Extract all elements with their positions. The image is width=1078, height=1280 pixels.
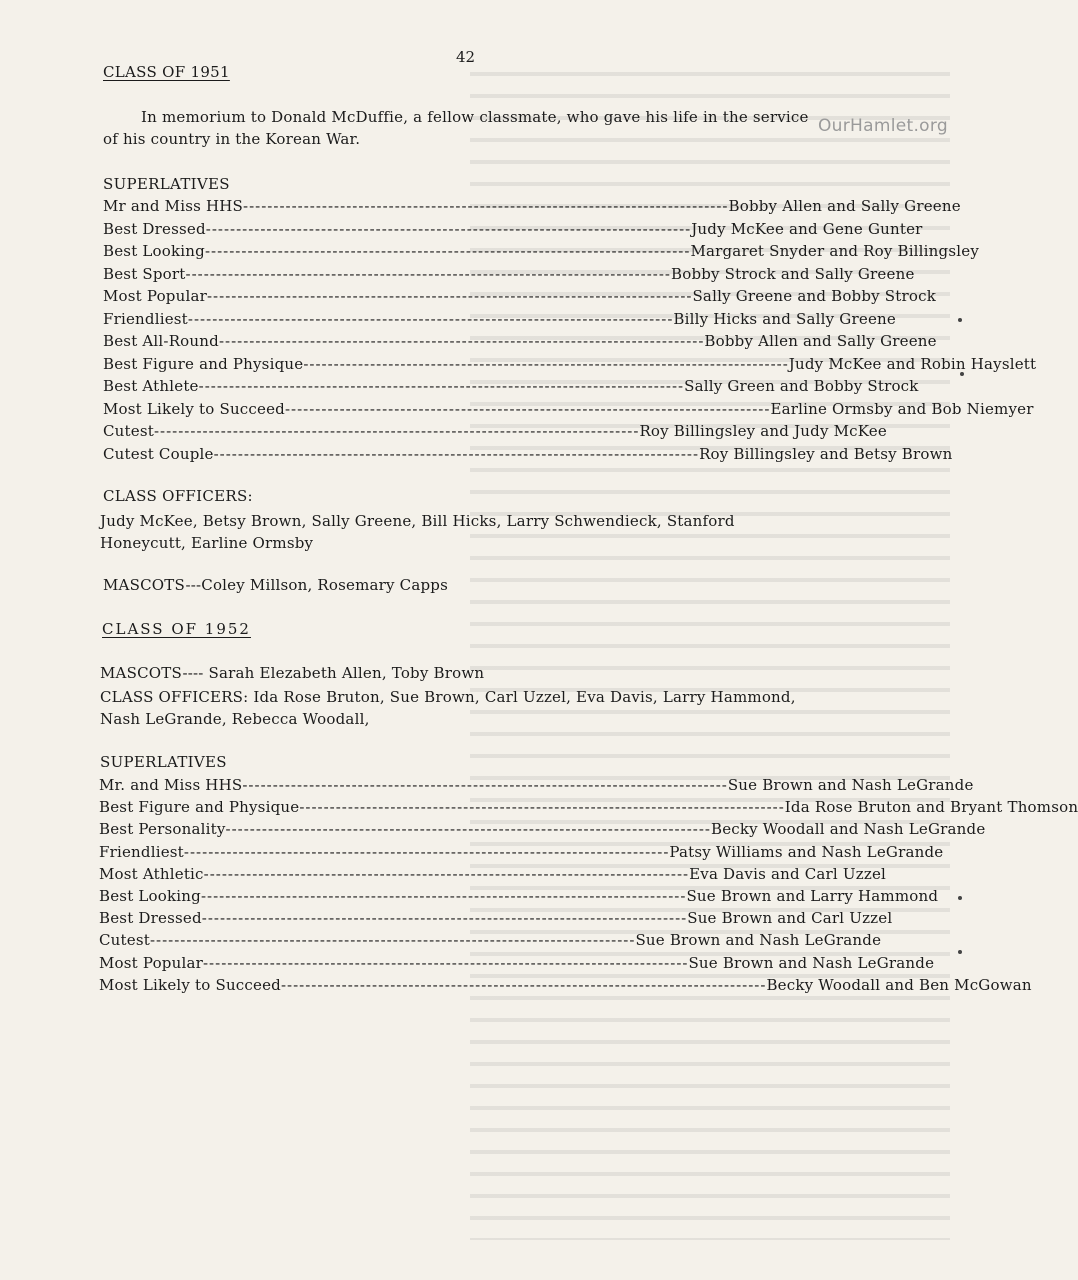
superlative-row-1952 — [99, 975, 1032, 996]
dash-leader: -------------------------------------------------------------------------------- — [218, 332, 705, 350]
superlative-row-1951 — [103, 354, 1037, 375]
dash-leader: -------------------------------------------------------------------------------- — [205, 219, 692, 238]
superlative-title: Most Likely to Succeed — [103, 399, 285, 418]
dash-leader: -------------------------------------------------------------------------------- — [213, 444, 700, 463]
superlative-names: Roy Billingsley and Judy McKee — [639, 422, 887, 440]
superlative-names: Sue Brown and Larry Hammond — [686, 887, 939, 905]
dash-leader: -------------------------------------------------------------------------------- — [202, 953, 689, 972]
superlative-names: Sue Brown and Carl Uzzel — [687, 909, 893, 928]
superlative-names: Bobby Strock and Sally Greene — [670, 264, 915, 283]
superlatives-1951-heading: SUPERLATIVES — [103, 175, 230, 193]
superlative-row-1952 — [99, 842, 944, 863]
superlative-names: Eva Davis and Carl Uzzel — [689, 864, 887, 883]
officers-1952-line-1: CLASS OFFICERS: Ida Rose Bruton, Sue Brown, Carl Uzzel, Eva Davis, Larry Hammond, — [100, 688, 796, 706]
officers-1952-line-2: Nash LeGrande, Rebecca Woodall, — [100, 710, 370, 728]
superlative-title: Friendliest — [99, 842, 184, 861]
superlative-names: Ida Rose Bruton and Bryant Thomson — [784, 798, 1078, 817]
superlative-row-1951 — [103, 219, 923, 240]
superlative-title: Friendliest — [103, 309, 188, 328]
superlative-names: Margaret Snyder and Roy Billingsley — [690, 242, 979, 260]
class-1952-heading: CLASS OF 1952 — [102, 620, 251, 638]
superlative-row-1952 — [99, 931, 882, 951]
superlative-names: Roy Billingsley and Betsy Brown — [699, 444, 953, 463]
superlative-names: Becky Woodall and Ben McGowan — [766, 975, 1032, 994]
officers-1951-line-1: Judy McKee, Betsy Brown, Sally Greene, Bill Hicks, Larry Schwendieck, Stanford — [100, 512, 735, 530]
dash-leader: -------------------------------------------------------------------------------- — [206, 287, 693, 305]
superlative-row-1951 — [103, 422, 887, 442]
superlative-row-1952 — [99, 953, 935, 974]
scan-speck — [960, 372, 964, 376]
superlative-row-1951 — [103, 197, 961, 217]
superlative-title: Most Likely to Succeed — [99, 975, 281, 994]
dash-leader: -------------------------------------------------------------------------------- — [299, 798, 785, 817]
class-officers-1951-heading: CLASS OFFICERS: — [103, 487, 253, 505]
superlative-title: Best Personality — [99, 820, 226, 839]
dash-leader: -------------------------------------------------------------------------------- — [187, 309, 674, 328]
dash-leader: -------------------------------------------------------------------------------- — [203, 864, 690, 883]
dash-leader: -------------------------------------------------------------------------------- — [200, 887, 687, 905]
superlative-row-1952 — [99, 776, 974, 796]
superlative-names: Sue Brown and Nash LeGrande — [727, 776, 974, 794]
superlatives-1952-heading: SUPERLATIVES — [100, 753, 227, 771]
superlative-names: Bobby Allen and Sally Greene — [728, 197, 961, 215]
superlative-title: Most Athletic — [99, 864, 204, 883]
superlative-names: Patsy Williams and Nash LeGrande — [669, 842, 944, 861]
superlative-title: Best Dressed — [99, 909, 202, 928]
scan-speck — [958, 318, 962, 322]
dash-leader: -------------------------------------------------------------------------------- — [153, 422, 640, 440]
superlative-row-1951 — [103, 309, 896, 330]
dash-leader: -------------------------------------------------------------------------------- — [183, 842, 670, 861]
superlative-title: Best Sport — [103, 264, 186, 283]
dash-leader: -------------------------------------------------------------------------------- — [198, 377, 685, 395]
superlative-row-1951 — [103, 242, 979, 262]
mascots-1952: MASCOTS---- Sarah Elezabeth Allen, Toby Brown — [100, 664, 485, 682]
superlative-title: Best Figure and Physique — [99, 798, 300, 817]
mascots-1951: MASCOTS---Coley Millson, Rosemary Capps — [103, 576, 448, 594]
officers-1951-line-2: Honeycutt, Earline Ormsby — [100, 534, 314, 552]
superlative-title: Mr and Miss HHS — [103, 197, 244, 215]
superlative-title: Best Athlete — [103, 377, 199, 395]
page-number: 42 — [456, 48, 476, 66]
superlative-title: Best Looking — [99, 887, 201, 905]
dash-leader: -------------------------------------------------------------------------------- — [149, 931, 636, 950]
superlative-row-1951 — [103, 399, 1034, 420]
superlative-row-1952 — [99, 798, 1078, 818]
superlative-names: Sue Brown and Nash LeGrande — [635, 931, 882, 950]
class-officers-1951-names — [100, 510, 860, 554]
superlative-names: Earline Ormsby and Bob Niemyer — [770, 399, 1034, 418]
superlative-names: Billy Hicks and Sally Greene — [673, 309, 896, 328]
superlative-title: Best Figure and Physique — [103, 354, 304, 373]
dash-leader: -------------------------------------------------------------------------------- — [280, 975, 767, 994]
scan-speck — [958, 950, 962, 954]
superlative-names: Bobby Allen and Sally Greene — [704, 332, 937, 350]
dash-leader: -------------------------------------------------------------------------------- — [204, 242, 691, 260]
superlative-title: Cutest Couple — [103, 444, 214, 463]
superlative-title: Cutest — [103, 422, 154, 440]
memorial-line-2: of his country in the Korean War. — [103, 130, 361, 148]
memorial-line-1: In memorium to Donald McDuffie, a fellow classmate, who gave his life in the service — [141, 108, 809, 126]
dash-leader: -------------------------------------------------------------------------------- — [185, 264, 671, 283]
superlative-row-1951 — [103, 264, 915, 285]
superlative-row-1952 — [99, 887, 939, 907]
site-watermark: OurHamlet.org — [818, 116, 948, 136]
superlative-names: Sally Greene and Bobby Strock — [692, 287, 936, 305]
superlative-row-1951 — [103, 332, 937, 352]
dash-leader: -------------------------------------------------------------------------------- — [284, 399, 771, 418]
superlative-title: Mr. and Miss HHS — [99, 776, 243, 794]
dash-leader: -------------------------------------------------------------------------------- — [303, 354, 789, 373]
superlative-title: Most Popular — [103, 287, 207, 305]
superlative-title: Best All-Round — [103, 332, 219, 350]
superlative-title: Best Dressed — [103, 219, 206, 238]
superlative-names: Sally Green and Bobby Strock — [684, 377, 919, 395]
superlative-title: Best Looking — [103, 242, 205, 260]
superlative-row-1952 — [99, 820, 986, 840]
scan-speck — [958, 896, 962, 900]
superlative-names: Judy McKee and Robin Hayslett — [788, 354, 1037, 373]
superlative-row-1951 — [103, 377, 919, 397]
superlative-title: Cutest — [99, 931, 150, 950]
dash-leader: -------------------------------------------------------------------------------- — [242, 776, 728, 794]
superlative-row-1951 — [103, 444, 953, 465]
superlative-row-1952 — [99, 909, 893, 929]
superlative-names: Judy McKee and Gene Gunter — [691, 219, 923, 238]
class-officers-1952 — [100, 686, 920, 730]
class-1951-heading: CLASS OF 1951 — [103, 63, 230, 81]
superlative-names: Sue Brown and Nash LeGrande — [688, 953, 935, 972]
superlative-row-1951 — [103, 287, 936, 307]
dash-leader: -------------------------------------------------------------------------------- — [225, 820, 711, 839]
dash-leader: -------------------------------------------------------------------------------- — [243, 197, 729, 215]
superlative-row-1952 — [99, 864, 887, 885]
superlative-names: Becky Woodall and Nash LeGrande — [710, 820, 986, 839]
dash-leader: -------------------------------------------------------------------------------- — [201, 909, 688, 928]
superlative-title: Most Popular — [99, 953, 203, 972]
